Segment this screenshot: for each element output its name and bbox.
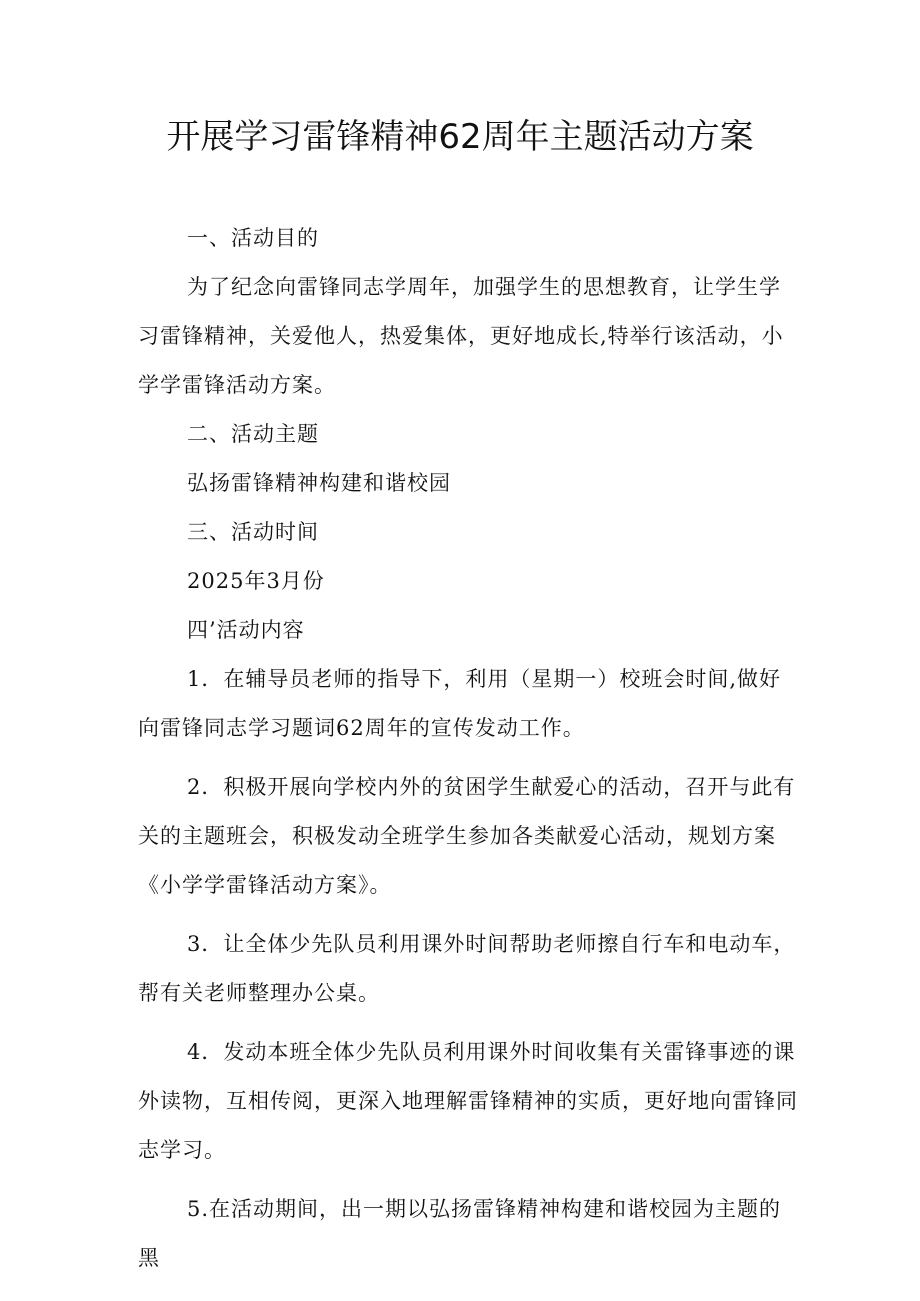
content-item-1: 1．在辅导员老师的指导下，利用（星期一）校班会时间,做好向雷锋同志学习题词62周年的宣传发动工作。 bbox=[138, 667, 782, 740]
content-item-2: 2．积极开展向学校内外的贫困学生献爱心的活动，召开与此有关的主题班会，积极发动全班学生参加各类献爱心活动，规划方案《小学学雷锋活动方案》。 bbox=[138, 775, 796, 897]
content-item-4: 4．发动本班全体少先队员利用课外时间收集有关雷锋事迹的课外读物，互相传阅，更深入地理解雷锋精神的实质，更好地向雷锋同志学习。 bbox=[138, 1040, 798, 1162]
time-paragraph: 2025年3月份 bbox=[187, 569, 325, 593]
section-heading-theme: 二、活动主题 bbox=[187, 422, 319, 446]
content-item-3: 3．让全体少先队员利用课外时间帮助老师擦自行车和电动车，帮有关老师整理办公桌。 bbox=[138, 932, 796, 1005]
document-body bbox=[138, 214, 798, 1283]
theme-paragraph: 弘扬雷锋精神构建和谐校园 bbox=[187, 471, 451, 495]
purpose-paragraph: 为了纪念向雷锋同志学周年，加强学生的思想教育，让学生学习雷锋精神，关爱他人，热爱集体，更好地成长,特举行该活动，小学学雷锋活动方案。 bbox=[138, 275, 784, 397]
section-heading-content: 四’活动内容 bbox=[187, 618, 305, 642]
section-heading-purpose: 一、活动目的 bbox=[187, 226, 319, 250]
document-title: 开展学习雷锋精神62周年主题活动方案 bbox=[166, 117, 754, 157]
section-heading-time: 三、活动时间 bbox=[187, 520, 319, 544]
content-item-5: 5.在活动期间，出一期以弘扬雷锋精神构建和谐校园为主题的黑 bbox=[138, 1197, 782, 1270]
